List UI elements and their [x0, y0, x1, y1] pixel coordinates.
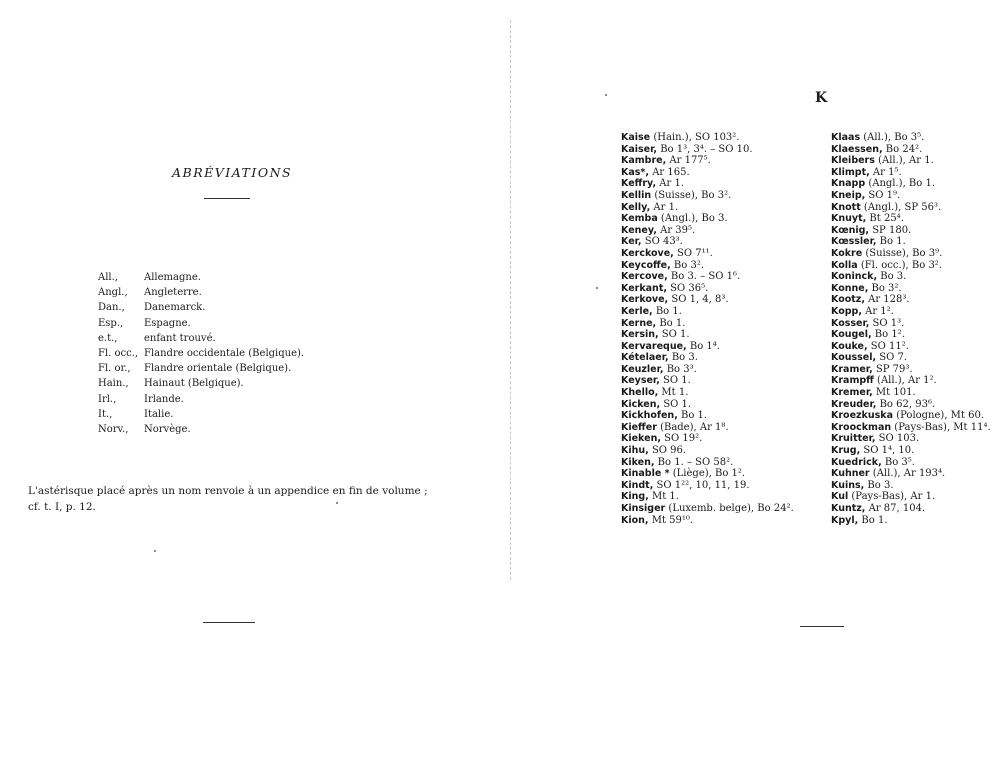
index-entry: [831, 341, 991, 353]
abbreviation-row: [98, 407, 304, 422]
entry-reference: (Suisse), Bo 3².: [651, 189, 732, 201]
entry-name: Keyser,: [621, 375, 660, 387]
entry-name: Koninck,: [831, 271, 878, 283]
entry-name: Kételaer,: [621, 352, 669, 364]
entry-name: Ker,: [621, 236, 642, 248]
abbreviation-row: [98, 331, 304, 346]
entry-name: Kaiser,: [621, 143, 658, 155]
entry-reference: Ar 165.: [649, 166, 690, 178]
index-entry: [621, 236, 794, 248]
bottom-rule-right: [800, 626, 844, 627]
index-entry: [621, 445, 794, 457]
abbreviation-key: All.,: [98, 272, 118, 283]
entry-name: Kokre: [831, 247, 863, 259]
index-entry: [621, 515, 794, 527]
entry-reference: (All.), Ar 1.: [874, 155, 934, 167]
entry-name: Kihu,: [621, 445, 649, 457]
entry-reference: SO 36⁵.: [666, 282, 709, 294]
index-entry: [621, 283, 794, 295]
index-entry: [621, 399, 794, 411]
index-entry: [621, 155, 794, 167]
speck: [336, 502, 338, 504]
entry-reference: Ar 177⁵.: [666, 155, 711, 167]
entry-reference: (All.), Ar 193⁴.: [869, 468, 946, 480]
note-line-1: L'astérisque placé après un nom renvoie à un appendice en fin de volume ;: [28, 485, 428, 497]
entry-reference: SO 1.: [658, 329, 690, 341]
entry-name: Kickhofen,: [621, 410, 678, 422]
index-entry: [621, 318, 794, 330]
index-entry: [621, 364, 794, 376]
entry-name: Kuhner: [831, 468, 870, 480]
index-entry: [621, 294, 794, 306]
entry-name: Kuedrick,: [831, 456, 882, 468]
entry-reference: Bo 1.: [858, 514, 888, 526]
entry-name: Klimpt,: [831, 166, 870, 178]
index-entry: [831, 515, 991, 527]
entry-name: Kroezkuska: [831, 410, 894, 422]
entry-name: Kougel,: [831, 329, 872, 341]
entry-name: Kiken,: [621, 456, 655, 468]
entry-name: Kosser,: [831, 317, 870, 329]
entry-reference: Ar 1⁵.: [869, 166, 902, 178]
entry-name: Kroockman: [831, 421, 892, 433]
index-entry: [831, 468, 991, 480]
entry-reference: Bo 62, 93⁶.: [876, 398, 936, 410]
abbreviation-value: Irlande.: [144, 393, 184, 405]
entry-reference: Ar 128³.: [864, 294, 910, 306]
index-entry: [831, 399, 991, 411]
entry-reference: SO 1.: [659, 375, 691, 387]
index-column-1: [621, 132, 794, 526]
abbreviation-row: [98, 422, 304, 437]
index-entry: [831, 387, 991, 399]
entry-reference: (Fl. occ.), Bo 3².: [857, 259, 942, 271]
entry-name: Kicken,: [621, 398, 661, 410]
abbreviation-key: Esp.,: [98, 317, 124, 329]
index-entry: [621, 329, 794, 341]
entry-name: Kellin: [621, 189, 652, 201]
entry-name: Kœnig,: [831, 224, 870, 236]
entry-reference: Ar 1.: [650, 201, 679, 213]
index-entry: [831, 445, 991, 457]
entry-reference: Bo 1.: [876, 236, 906, 248]
index-entry: [831, 283, 991, 295]
entry-name: Kpyl,: [831, 514, 859, 526]
index-entry: [831, 202, 991, 214]
abbreviation-value: Flandre occidentale (Belgique).: [144, 348, 305, 360]
entry-name: Kion,: [621, 514, 649, 526]
entry-reference: Ar 87, 104.: [865, 503, 926, 514]
abbreviation-value: enfant trouvé.: [144, 332, 216, 344]
entry-reference: SO 7¹¹.: [673, 247, 713, 259]
index-entry: [621, 422, 794, 434]
entry-name: Kremer,: [831, 387, 873, 399]
entry-name: Kerckove,: [621, 247, 674, 259]
index-column-2: [831, 132, 991, 526]
entry-name: Kuntz,: [831, 503, 866, 514]
entry-reference: Mt 101.: [872, 387, 916, 399]
entry-reference: Bo 3².: [670, 259, 705, 271]
index-entry: [621, 480, 794, 492]
speck: [596, 287, 598, 289]
entry-reference: SO 1.: [660, 398, 692, 410]
entry-name: Koussel,: [831, 352, 877, 364]
index-entry: [831, 190, 991, 202]
entry-name: Kramer,: [831, 363, 873, 375]
entry-reference: SO 1²², 10, 11, 19.: [653, 479, 750, 491]
entry-reference: (Pays-Bas), Ar 1.: [848, 491, 936, 503]
entry-name: Kervareque,: [621, 340, 687, 352]
index-entry: [621, 271, 794, 283]
entry-name: Knuyt,: [831, 213, 867, 225]
entry-reference: Bo 1.: [656, 317, 686, 329]
entry-reference: Mt 1.: [658, 387, 689, 399]
entry-reference: Bo 1⁴.: [686, 340, 720, 352]
index-entry: [831, 248, 991, 260]
entry-name: Krug,: [831, 445, 861, 457]
entry-name: Kootz,: [831, 294, 865, 306]
index-entry: [831, 364, 991, 376]
entry-name: Kaise: [621, 132, 651, 143]
entry-name: Kercove,: [621, 271, 668, 283]
abbreviation-row: [98, 316, 304, 331]
entry-name: Kemba: [621, 213, 658, 225]
entry-reference: SO 96.: [648, 445, 687, 457]
entry-name: Kuins,: [831, 479, 865, 491]
index-entry: [621, 167, 794, 179]
index-entry: [621, 433, 794, 445]
entry-name: Knott: [831, 201, 861, 213]
entry-name: Keuzler,: [621, 363, 664, 375]
abbreviation-value: Flandre orientale (Belgique).: [144, 363, 292, 375]
entry-name: Kersin,: [621, 329, 659, 341]
abbreviation-row: [98, 346, 304, 361]
entry-reference: SO 103.: [875, 433, 920, 445]
abbreviation-key: Irl.,: [98, 393, 117, 405]
entry-reference: SP 79³.: [872, 363, 913, 375]
entry-name: Konne,: [831, 282, 869, 294]
index-entry: [831, 433, 991, 445]
entry-name: Keycoffe,: [621, 259, 671, 271]
abbreviation-row: [98, 361, 304, 376]
index-entry: [621, 457, 794, 469]
entry-reference: Bo 3³.: [663, 363, 697, 375]
abbreviation-key: Fl. occ.,: [98, 348, 139, 360]
index-entry: [621, 202, 794, 214]
entry-reference: Bo 3.: [877, 271, 907, 283]
entry-reference: (Pays-Bas), Mt 11⁴.: [891, 421, 991, 433]
abbreviations-title: ABRÉVIATIONS: [172, 165, 293, 180]
index-entry: [621, 341, 794, 353]
entry-reference: SO 1, 4, 8³.: [668, 294, 729, 306]
index-entry: [621, 178, 794, 190]
abbreviation-row: [98, 285, 304, 300]
index-entry: [831, 236, 991, 248]
index-entry: [621, 190, 794, 202]
entry-reference: Ar 1.: [656, 178, 684, 190]
index-entry: [621, 375, 794, 387]
entry-name: Kolla: [831, 259, 858, 271]
entry-reference: Bo 3.: [668, 352, 698, 364]
index-entry: [831, 294, 991, 306]
index-entry: [831, 457, 991, 469]
entry-reference: (Liège), Bo 1².: [669, 468, 746, 480]
index-entry: [831, 225, 991, 237]
entry-reference: Bo 24².: [882, 143, 923, 155]
speck: [605, 94, 607, 96]
index-entry: [831, 503, 991, 515]
entry-name: Kreuder,: [831, 398, 877, 410]
index-entry: [831, 491, 991, 503]
entry-name: Knapp: [831, 178, 866, 190]
asterisk-note: [28, 483, 448, 515]
entry-reference: SO 19².: [660, 433, 703, 445]
entry-reference: Bo 1. – SO 58².: [654, 456, 734, 468]
entry-reference: SO 7.: [876, 352, 908, 364]
entry-reference: SO 11².: [867, 340, 909, 352]
abbreviation-value: Italie.: [144, 408, 174, 420]
entry-name: Kindt,: [621, 479, 654, 491]
entry-name: Klaas: [831, 132, 861, 143]
entry-reference: SP 180.: [869, 224, 912, 236]
entry-name: King,: [621, 491, 649, 503]
abbreviation-key: e.t.,: [98, 332, 118, 344]
index-entry: [831, 178, 991, 190]
abbreviation-row: [98, 376, 304, 391]
entry-name: Kerle,: [621, 305, 653, 317]
entry-name: Kinsiger: [621, 503, 666, 514]
entry-name: Kinable *: [621, 468, 670, 480]
entry-name: Kerkant,: [621, 282, 667, 294]
index-entry: [831, 329, 991, 341]
abbreviation-key: Dan.,: [98, 302, 125, 314]
abbreviation-key: Angl.,: [98, 287, 128, 299]
index-entry: [621, 248, 794, 260]
index-entry: [831, 260, 991, 272]
index-entry: [621, 225, 794, 237]
index-entry: [831, 352, 991, 364]
index-entry: [831, 144, 991, 156]
section-letter: K: [815, 90, 828, 106]
entry-reference: Mt 1.: [648, 491, 679, 503]
entry-name: Kneip,: [831, 189, 866, 201]
entry-reference: (Bade), Ar 1⁸.: [656, 421, 729, 433]
entry-reference: (All.), Ar 1².: [873, 375, 937, 387]
entry-name: Kœssler,: [831, 236, 877, 248]
abbreviation-row: [98, 392, 304, 407]
entry-reference: Bt 25⁴.: [866, 213, 904, 225]
entry-name: Kopp,: [831, 305, 862, 317]
entry-reference: SO 1⁹.: [865, 189, 901, 201]
entry-reference: Bo 1.: [652, 305, 682, 317]
entry-name: Kouke,: [831, 340, 868, 352]
abbreviation-value: Hainaut (Belgique).: [144, 378, 244, 390]
entry-reference: Bo 3.: [864, 479, 894, 491]
abbreviation-key: Fl. or.,: [98, 363, 131, 375]
speck: [154, 550, 156, 552]
index-entry: [831, 132, 991, 144]
entry-name: Klaessen,: [831, 143, 883, 155]
abbreviation-value: Norvège.: [144, 424, 191, 436]
abbreviation-row: [98, 300, 304, 315]
index-entry: [621, 503, 794, 515]
entry-reference: SO 1³.: [869, 317, 905, 329]
index-entry: [831, 318, 991, 330]
entry-reference: Bo 3. – SO 1⁶.: [667, 271, 741, 283]
abbreviation-key: Hain.,: [98, 378, 129, 390]
index-entry: [621, 260, 794, 272]
index-entry: [621, 468, 794, 480]
entry-name: Keffry,: [621, 178, 657, 190]
index-entry: [831, 213, 991, 225]
index-entry: [831, 410, 991, 422]
entry-reference: Bo 1³, 3⁴. – SO 10.: [657, 143, 753, 155]
entry-name: Kruitter,: [831, 433, 876, 445]
entry-name: Kas*,: [621, 166, 650, 178]
entry-name: Kelly,: [621, 201, 651, 213]
entry-reference: (Angl.), Bo 3.: [657, 213, 728, 225]
abbreviations-table: [98, 270, 304, 437]
entry-reference: (Suisse), Bo 3⁹.: [862, 247, 943, 259]
index-entry: [621, 491, 794, 503]
entry-reference: Mt 59¹⁰.: [648, 514, 694, 526]
entry-name: Kerkove,: [621, 294, 669, 306]
entry-reference: (All.), Bo 3⁵.: [860, 132, 925, 143]
abbreviation-row: [98, 270, 304, 285]
index-entry: [831, 480, 991, 492]
index-entry: [621, 213, 794, 225]
index-entry: [621, 352, 794, 364]
abbreviation-value: Danemarck.: [144, 302, 206, 314]
index-entry: [831, 375, 991, 387]
abbreviation-value: Espagne.: [144, 317, 191, 329]
entry-reference: (Hain.), SO 103².: [650, 132, 740, 143]
index-entry: [621, 306, 794, 318]
index-entry: [621, 387, 794, 399]
abbreviation-value: Angleterre.: [144, 287, 202, 299]
entry-reference: SO 43³.: [641, 236, 683, 248]
note-line-2: cf. t. I, p. 12.: [28, 501, 96, 513]
index-entry: [831, 422, 991, 434]
bottom-rule-left: [203, 622, 255, 623]
entry-reference: (Pologne), Mt 60.: [893, 410, 985, 422]
index-entry: [831, 306, 991, 318]
entry-reference: Bo 3⁵.: [881, 456, 915, 468]
entry-reference: (Luxemb. belge), Bo 24².: [665, 503, 794, 514]
index-entry: [621, 144, 794, 156]
index-entry: [831, 167, 991, 179]
entry-name: Keney,: [621, 224, 657, 236]
entry-reference: (Angl.), Bo 1.: [865, 178, 936, 190]
title-rule: [204, 198, 250, 199]
abbreviation-key: It.,: [98, 408, 113, 420]
index-entry: [831, 271, 991, 283]
entry-name: Kambre,: [621, 155, 667, 167]
entry-reference: Bo 3².: [868, 282, 902, 294]
entry-name: Kieffer: [621, 421, 657, 433]
entry-reference: (Angl.), SP 56³.: [860, 201, 942, 213]
entry-name: Khello,: [621, 387, 659, 399]
index-entry: [831, 155, 991, 167]
entry-name: Kerne,: [621, 317, 657, 329]
abbreviation-value: Allemagne.: [144, 272, 201, 283]
abbreviation-key: Norv.,: [98, 424, 129, 436]
entry-reference: Ar 1².: [861, 305, 894, 317]
index-entry: [621, 132, 794, 144]
entry-reference: Ar 39⁵.: [656, 224, 696, 236]
entry-name: Kleibers: [831, 155, 875, 167]
index-entry: [621, 410, 794, 422]
entry-name: Kul: [831, 491, 849, 503]
entry-name: Krampff: [831, 375, 874, 387]
entry-reference: Bo 1.: [677, 410, 708, 422]
entry-reference: Bo 1².: [871, 329, 905, 341]
entry-reference: SO 1⁴, 10.: [860, 445, 915, 457]
entry-name: Kieken,: [621, 433, 661, 445]
